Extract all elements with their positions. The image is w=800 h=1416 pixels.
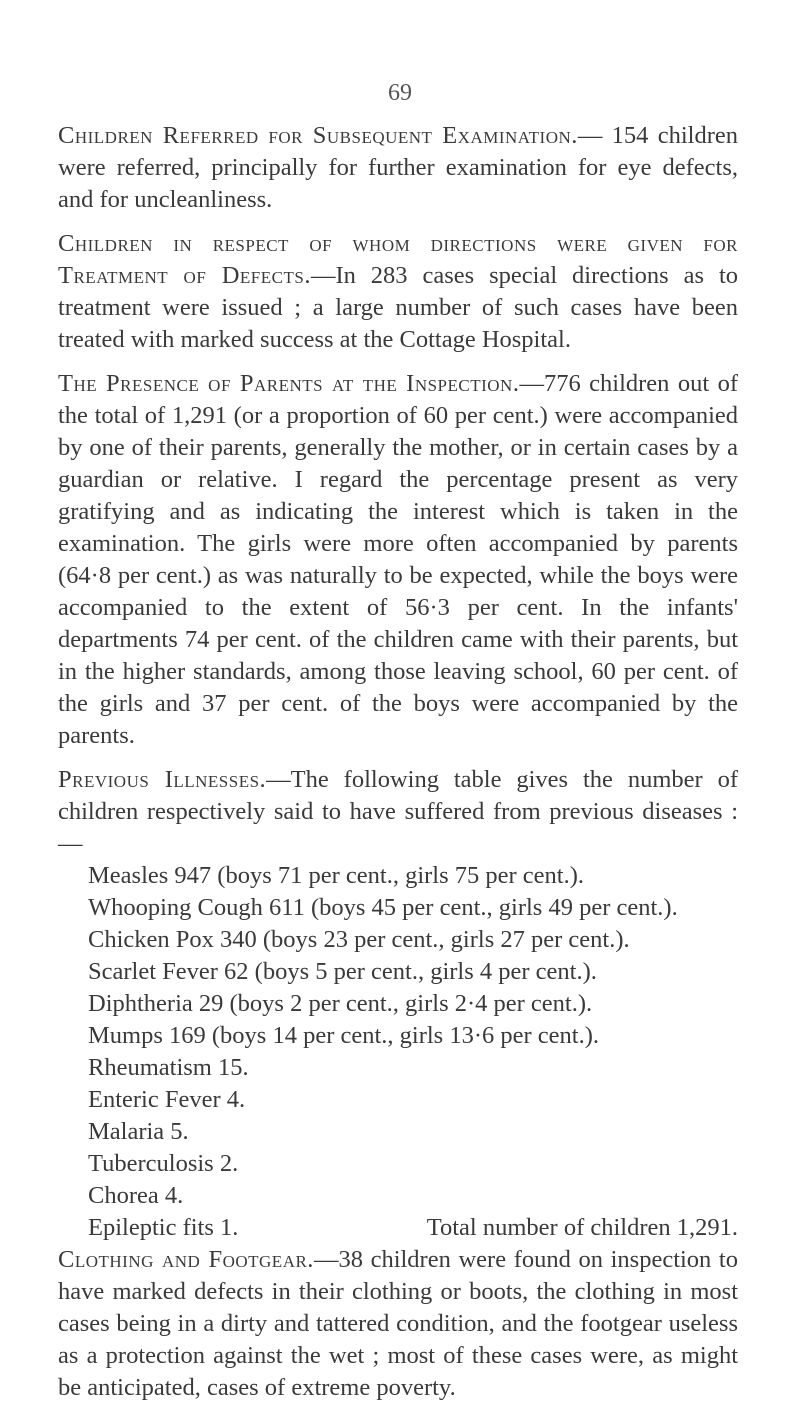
total-children: Total number of children 1,291. xyxy=(426,1214,738,1241)
disease-item: Tuberculosis 2. xyxy=(88,1150,239,1177)
disease-item: Whooping Cough 611 (boys 45 per cent., girls 49 per cent.). xyxy=(88,894,678,921)
disease-item: Measles 947 (boys 71 per cent., girls 75 per cent.). xyxy=(88,862,584,889)
disease-item: Mumps 169 (boys 14 per cent., girls 13·6 per cent.). xyxy=(88,1022,599,1049)
section-clothing-heading: Clothing and Footgear. xyxy=(58,1246,314,1273)
section-treatment xyxy=(58,228,738,356)
section-parents-text: —776 children out of the total of 1,291 (or a proportion of 60 per cent.) were accompanied by one of their parents, generally the mother, or in certain cases by a guardian or relative. I regard the percentage present as very gratifying and as indicating the interest which is taken in the examination. The girls were more often accompanied by parents (64·8 per cent.) as was naturally to be expected, while the boys were accompanied to the extent of 56·3 per cent. In the infants' departments 74 per cent. of the children came with their parents, but in the higher standards, among those leaving school, 60 per cent. of the girls and 37 per cent. of the boys were accompanied by the parents. xyxy=(58,370,738,749)
disease-item: Chorea 4. xyxy=(88,1182,184,1209)
section-clothing-text: —38 children were found on inspection to have marked defects in their clothing or boots, the clothing in most cases being in a dirty and tattered condition, and the footgear useless as a protection against the wet ; most of these cases were, as might be anticipated, cases of extreme poverty. xyxy=(58,1246,738,1401)
section-illnesses xyxy=(58,764,738,860)
section-parents xyxy=(58,368,738,752)
document-body xyxy=(58,78,738,1416)
disease-item: Diphtheria 29 (boys 2 per cent., girls 2·4 per cent.). xyxy=(88,990,593,1017)
disease-item: Rheumatism 15. xyxy=(88,1054,249,1081)
section-parents-heading: The Presence of Parents at the Inspection. xyxy=(58,370,520,397)
section-illnesses-heading: Previous Illnesses. xyxy=(58,766,267,793)
disease-last-row xyxy=(88,1212,738,1244)
section-referred xyxy=(58,120,738,216)
disease-list xyxy=(88,860,738,1244)
section-clothing xyxy=(58,1244,738,1404)
section-referred-text: — 154 children were referred, principally for further examination for eye defects, and for uncleanliness. xyxy=(58,122,738,213)
section-treatment-heading: Children in respect of whom directions were given for Treatment of Defects. xyxy=(58,230,738,289)
disease-item: Scarlet Fever 62 (boys 5 per cent., girls 4 per cent.). xyxy=(88,958,597,985)
page-number: 69 xyxy=(388,80,412,106)
disease-item: Enteric Fever 4. xyxy=(88,1086,246,1113)
disease-item: Malaria 5. xyxy=(88,1118,189,1145)
disease-item: Epileptic fits 1. xyxy=(88,1214,239,1241)
section-referred-heading: Children Referred for Subsequent Examination. xyxy=(58,122,578,149)
section-treatment-text: —In 283 cases special directions as to treatment were issued ; a large number of such cases have been treated with marked success at the Cottage Hospital. xyxy=(58,262,739,353)
disease-item: Chicken Pox 340 (boys 23 per cent., girls 27 per cent.). xyxy=(88,926,630,953)
section-illnesses-text: —The following table gives the number of children respectively said to have suffered from previous diseases :— xyxy=(58,766,738,857)
